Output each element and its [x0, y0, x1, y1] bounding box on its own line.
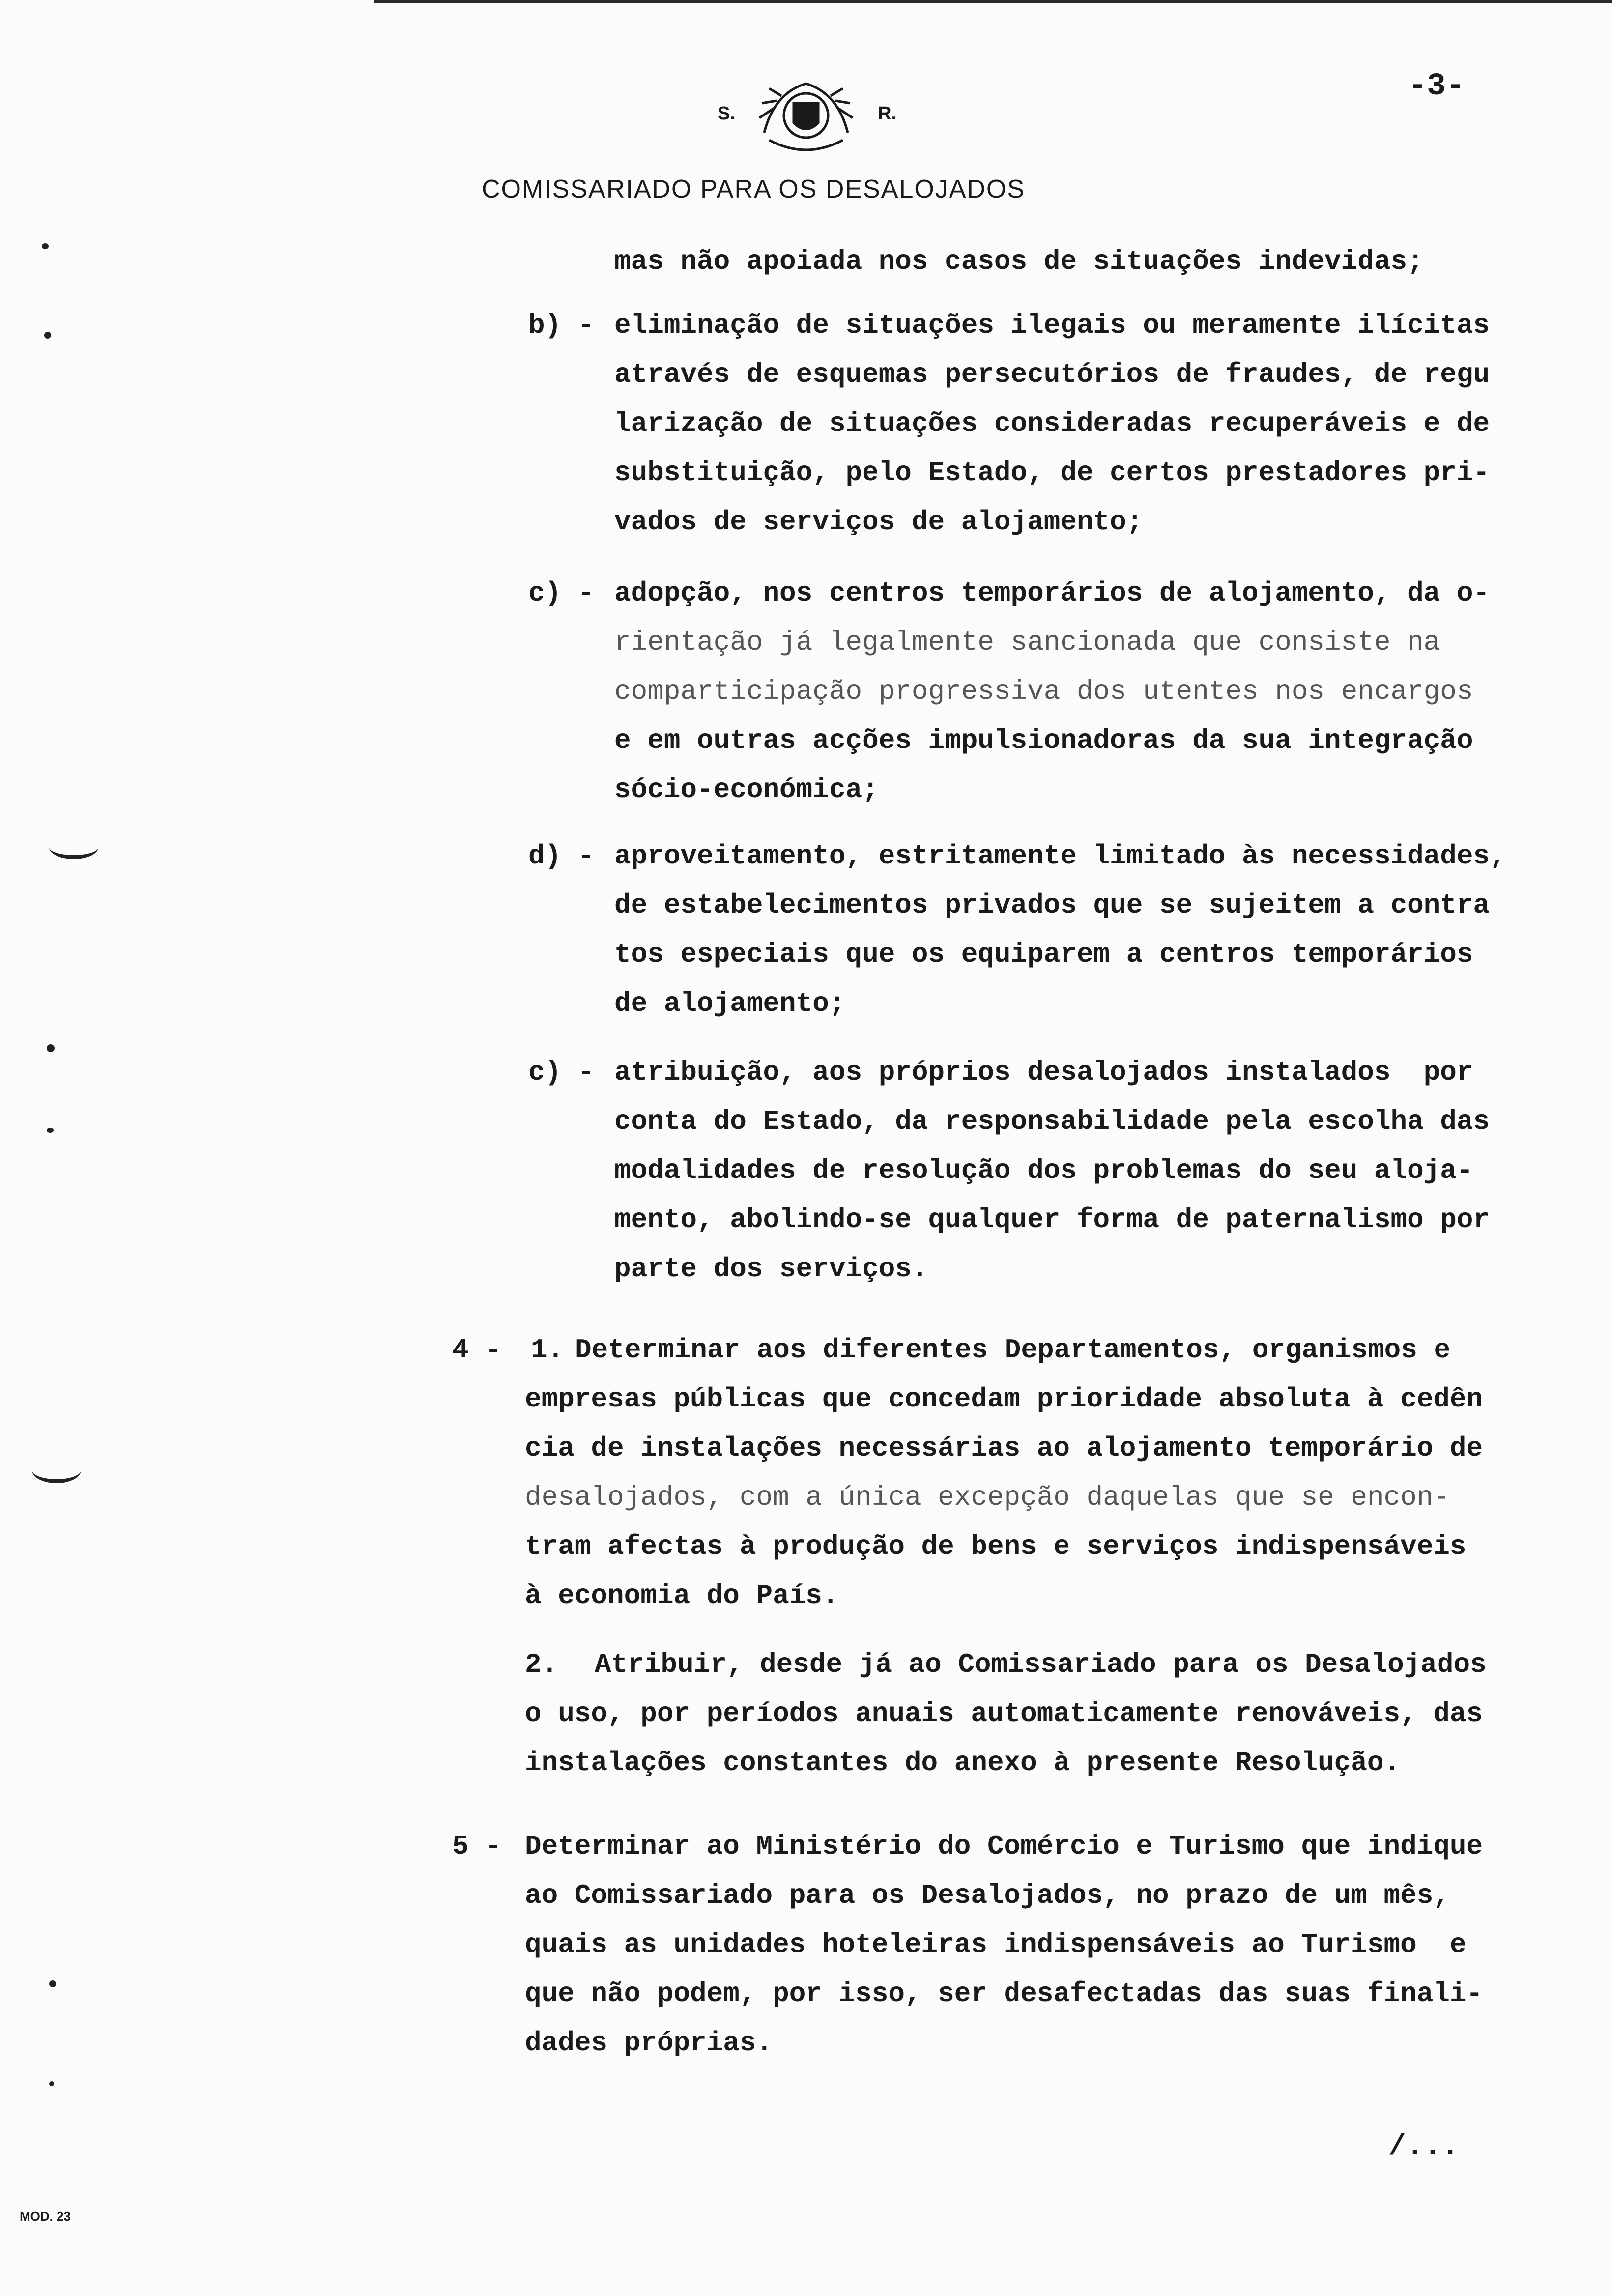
- text-line: instalações constantes do anexo à presente Resolução.: [525, 1747, 1401, 1779]
- text-line: Determinar aos diferentes Departamentos, organismos e: [575, 1334, 1451, 1366]
- top-rule: [374, 0, 1612, 3]
- text-line: através de esquemas persecutórios de fraudes, de regu: [614, 359, 1490, 390]
- text-line: que não podem, por isso, ser desafectadas das suas finali-: [525, 1978, 1483, 2009]
- text-line: quais as unidades hoteleiras indispensáveis ao Turismo e: [525, 1929, 1467, 1960]
- scan-mark: [32, 1457, 81, 1483]
- continuation-mark: /...: [1388, 2130, 1460, 2164]
- text-line: eliminação de situações ilegais ou meramente ilícitas: [614, 310, 1490, 341]
- item-marker-c2: c) -: [528, 1057, 595, 1088]
- scan-speck: [42, 243, 49, 249]
- text-line: e em outras acções impulsionadoras da sua integração: [614, 725, 1473, 756]
- text-line: mento, abolindo-se qualquer forma de paternalismo por: [614, 1204, 1490, 1235]
- page-number: -3-: [1408, 69, 1465, 104]
- section-marker-5: 5 -: [452, 1831, 502, 1862]
- text-line: à economia do País.: [525, 1580, 839, 1611]
- text-line: aproveitamento, estritamente limitado às necessidades,: [614, 840, 1506, 872]
- coat-of-arms-emblem: [754, 74, 858, 157]
- item-marker-c: c) -: [528, 577, 595, 609]
- section-marker-4: 4 -: [452, 1334, 502, 1366]
- text-line: cia de instalações necessárias ao alojamento temporário de: [525, 1433, 1483, 1464]
- text-line: atribuição, aos próprios desalojados instalados por: [614, 1057, 1473, 1088]
- text-line: dades próprias.: [525, 2027, 773, 2059]
- scan-speck: [44, 332, 51, 339]
- text-line: adopção, nos centros temporários de alojamento, da o-: [614, 577, 1490, 609]
- text-line: modalidades de resolução dos problemas do seu aloja-: [614, 1155, 1473, 1186]
- scan-speck: [49, 1980, 56, 1987]
- subitem-marker-1: 1.: [531, 1334, 564, 1366]
- text-line: Atribuir, desde já ao Comissariado para os Desalojados: [595, 1649, 1487, 1680]
- form-code: MOD. 23: [20, 2209, 71, 2224]
- scan-mark: [49, 835, 98, 859]
- header-initial-left: S.: [718, 103, 735, 124]
- text-line: ao Comissariado para os Desalojados, no prazo de um mês,: [525, 1880, 1450, 1911]
- organization-name: COMISSARIADO PARA OS DESALOJADOS: [482, 175, 1026, 203]
- text-line: tos especiais que os equiparem a centros temporários: [614, 939, 1473, 970]
- text-line: mas não apoiada nos casos de situações indevidas;: [614, 246, 1424, 277]
- text-line: sócio-económica;: [614, 774, 879, 805]
- text-line: empresas públicas que concedam prioridade absoluta à cedên: [525, 1383, 1483, 1415]
- text-line: Determinar ao Ministério do Comércio e Turismo que indique: [525, 1831, 1483, 1862]
- text-line: conta do Estado, da responsabilidade pela escolha das: [614, 1106, 1490, 1137]
- header-initial-right: R.: [878, 103, 896, 124]
- text-line: rientação já legalmente sancionada que consiste na: [614, 627, 1440, 658]
- text-line: tram afectas à produção de bens e serviços indispensáveis: [525, 1531, 1467, 1562]
- scan-speck: [47, 1044, 55, 1052]
- item-marker-d: d) -: [528, 840, 595, 872]
- text-line: desalojados, com a única excepção daquelas que se encon-: [525, 1482, 1450, 1513]
- text-line: de alojamento;: [614, 988, 846, 1019]
- text-line: vados de serviços de alojamento;: [614, 506, 1143, 538]
- text-line: substituição, pelo Estado, de certos prestadores pri-: [614, 457, 1490, 488]
- text-line: de estabelecimentos privados que se sujeitem a contra: [614, 890, 1490, 921]
- subitem-marker-2: 2.: [525, 1649, 558, 1680]
- text-line: o uso, por períodos anuais automaticamente renováveis, das: [525, 1698, 1483, 1729]
- scan-speck: [49, 2081, 54, 2086]
- item-marker-b: b) -: [528, 310, 595, 341]
- text-line: comparticipação progressiva dos utentes nos encargos: [614, 676, 1473, 707]
- text-line: parte dos serviços.: [614, 1253, 928, 1285]
- text-line: larização de situações consideradas recuperáveis e de: [614, 408, 1490, 439]
- scan-speck: [47, 1128, 54, 1133]
